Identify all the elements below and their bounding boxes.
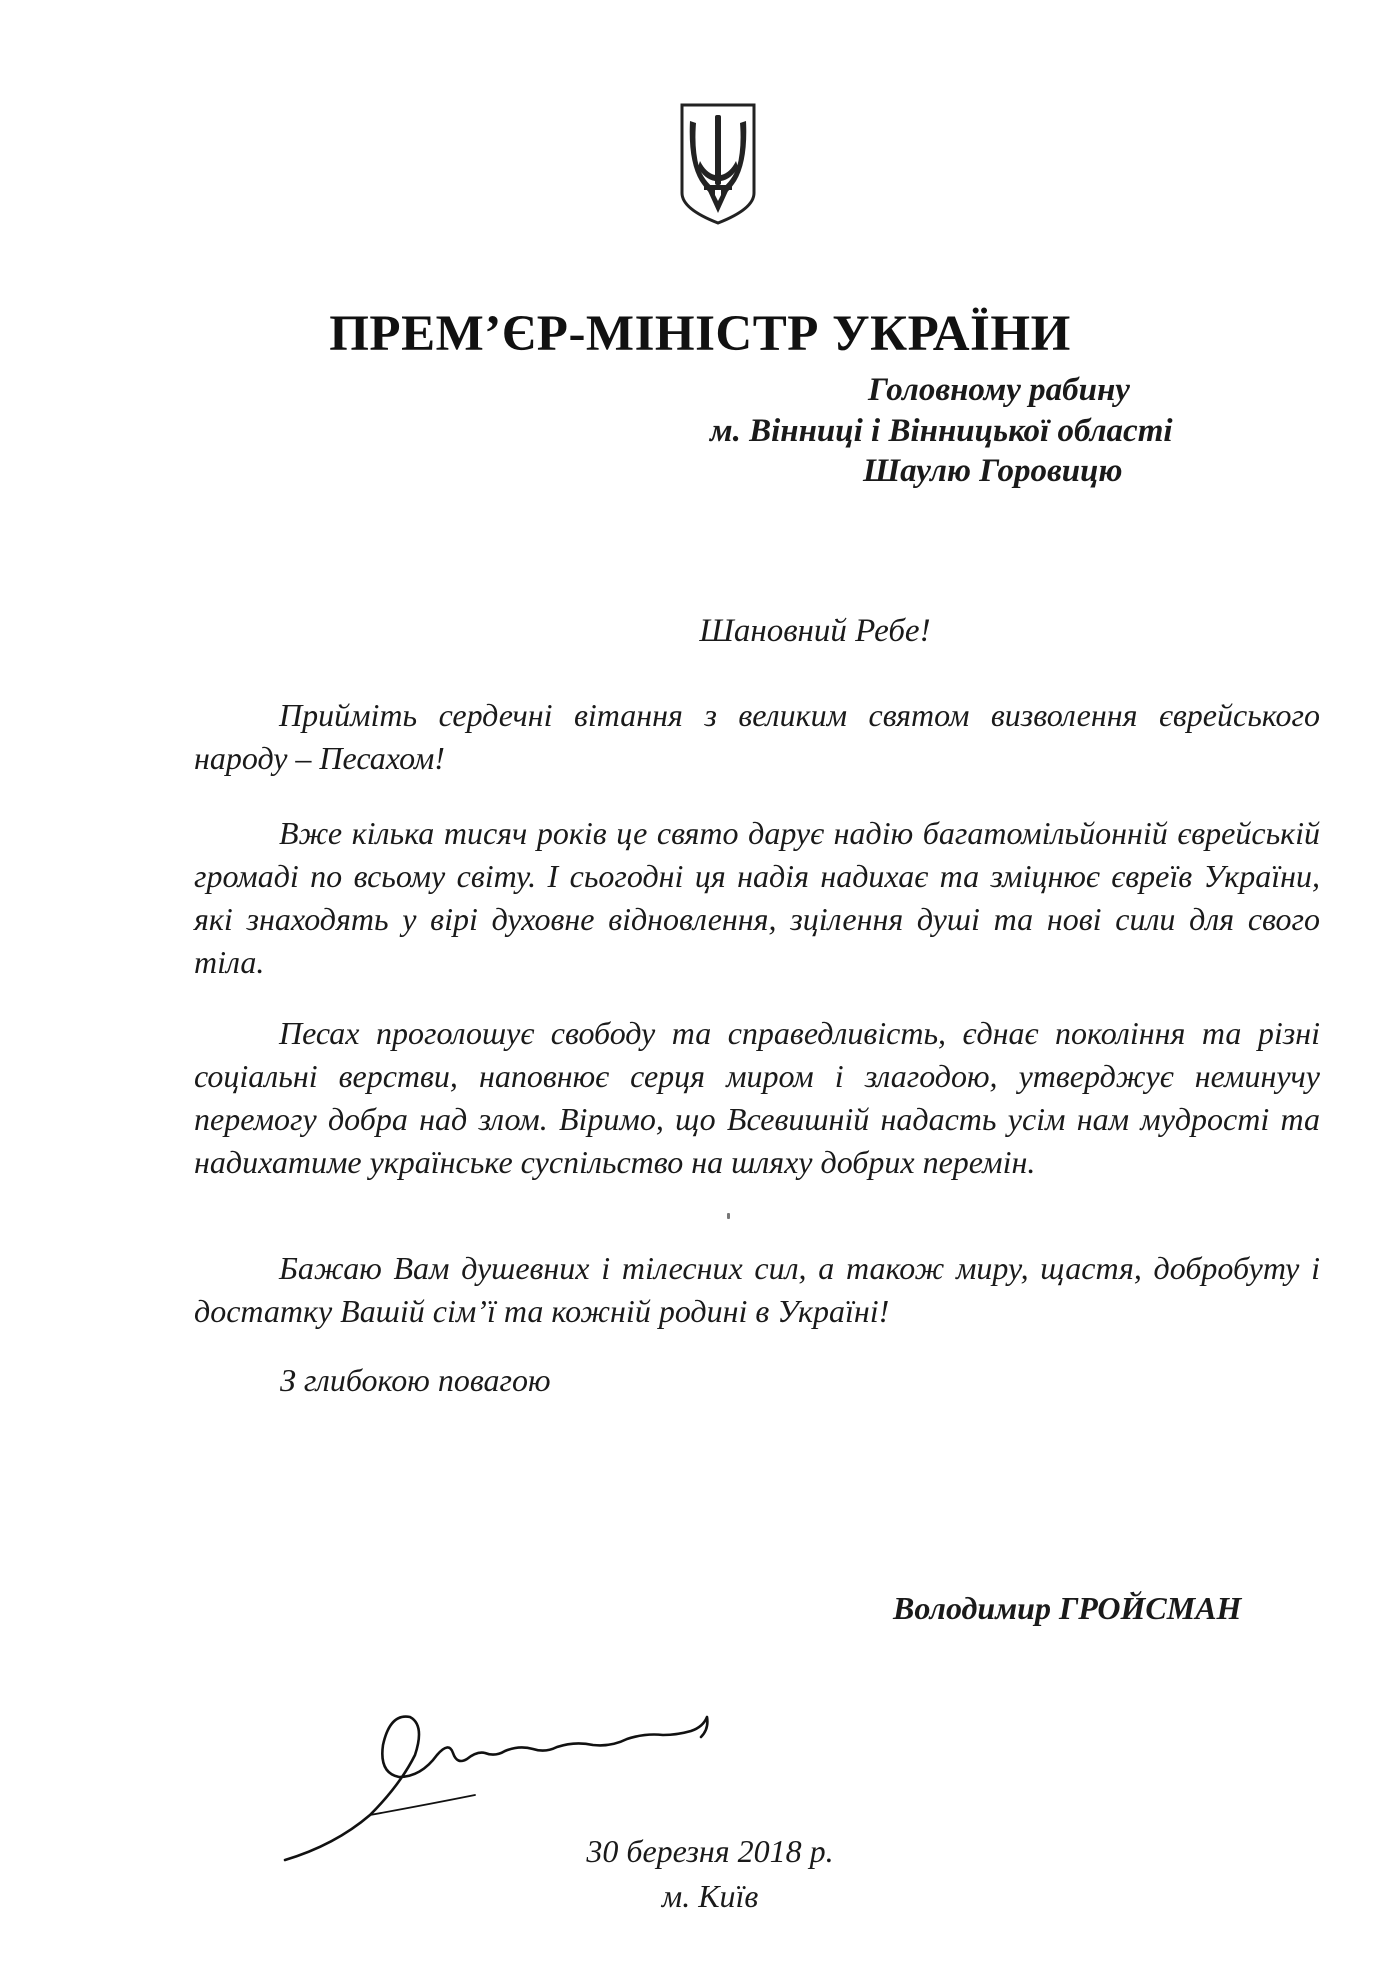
addressee-location: м. Вінниці і Вінницької області [710, 413, 1173, 449]
letterhead-title: ПРЕМ’ЄР-МІНІСТР УКРАЇНИ [329, 306, 1071, 362]
addressee-name: Шаулю Горовицю [863, 453, 1123, 489]
letter-date: 30 березня 2018 р. [586, 1833, 834, 1869]
body-paragraph: Песах проголошує свободу та справедливість, єднає покоління та різні соціальні верстви, наповнює серця миром і злагодою, утверджує неминучу перемогу добра над злом. Віримо, що Всевишній надасть усім нам мудрості та надихатиме українське суспільство на шляху добрих перемін. [194, 1015, 1320, 1180]
body-paragraph: Прийміть сердечні вітання з великим святом визволення єврейського народу – Песахом! [194, 697, 1320, 776]
body-paragraph: Бажаю Вам душевних і тілесних сил, а також миру, щастя, добробуту і достатку Вашій сім’ї та кожній родині в Україні! [194, 1250, 1320, 1329]
paper-speck [727, 1213, 730, 1219]
addressee-title: Головному рабину [868, 372, 1130, 408]
trident-coat-of-arms-icon [678, 101, 758, 227]
signer-name: Володимир ГРОЙСМАН [893, 1590, 1242, 1626]
salutation: Шановний Ребе! [699, 613, 931, 649]
body-paragraph: Вже кілька тисяч років це свято дарує надію багатомільйонній єврейській громаді по всьому світу. І сьогодні ця надія надихає та зміцнює євреїв України, які знаходять у вірі духовне відновлення, зцілення душі та нові сили для свого тіла. [194, 815, 1320, 980]
letter-city: м. Київ [661, 1878, 759, 1914]
closing-phrase: З глибокою повагою [280, 1362, 551, 1398]
